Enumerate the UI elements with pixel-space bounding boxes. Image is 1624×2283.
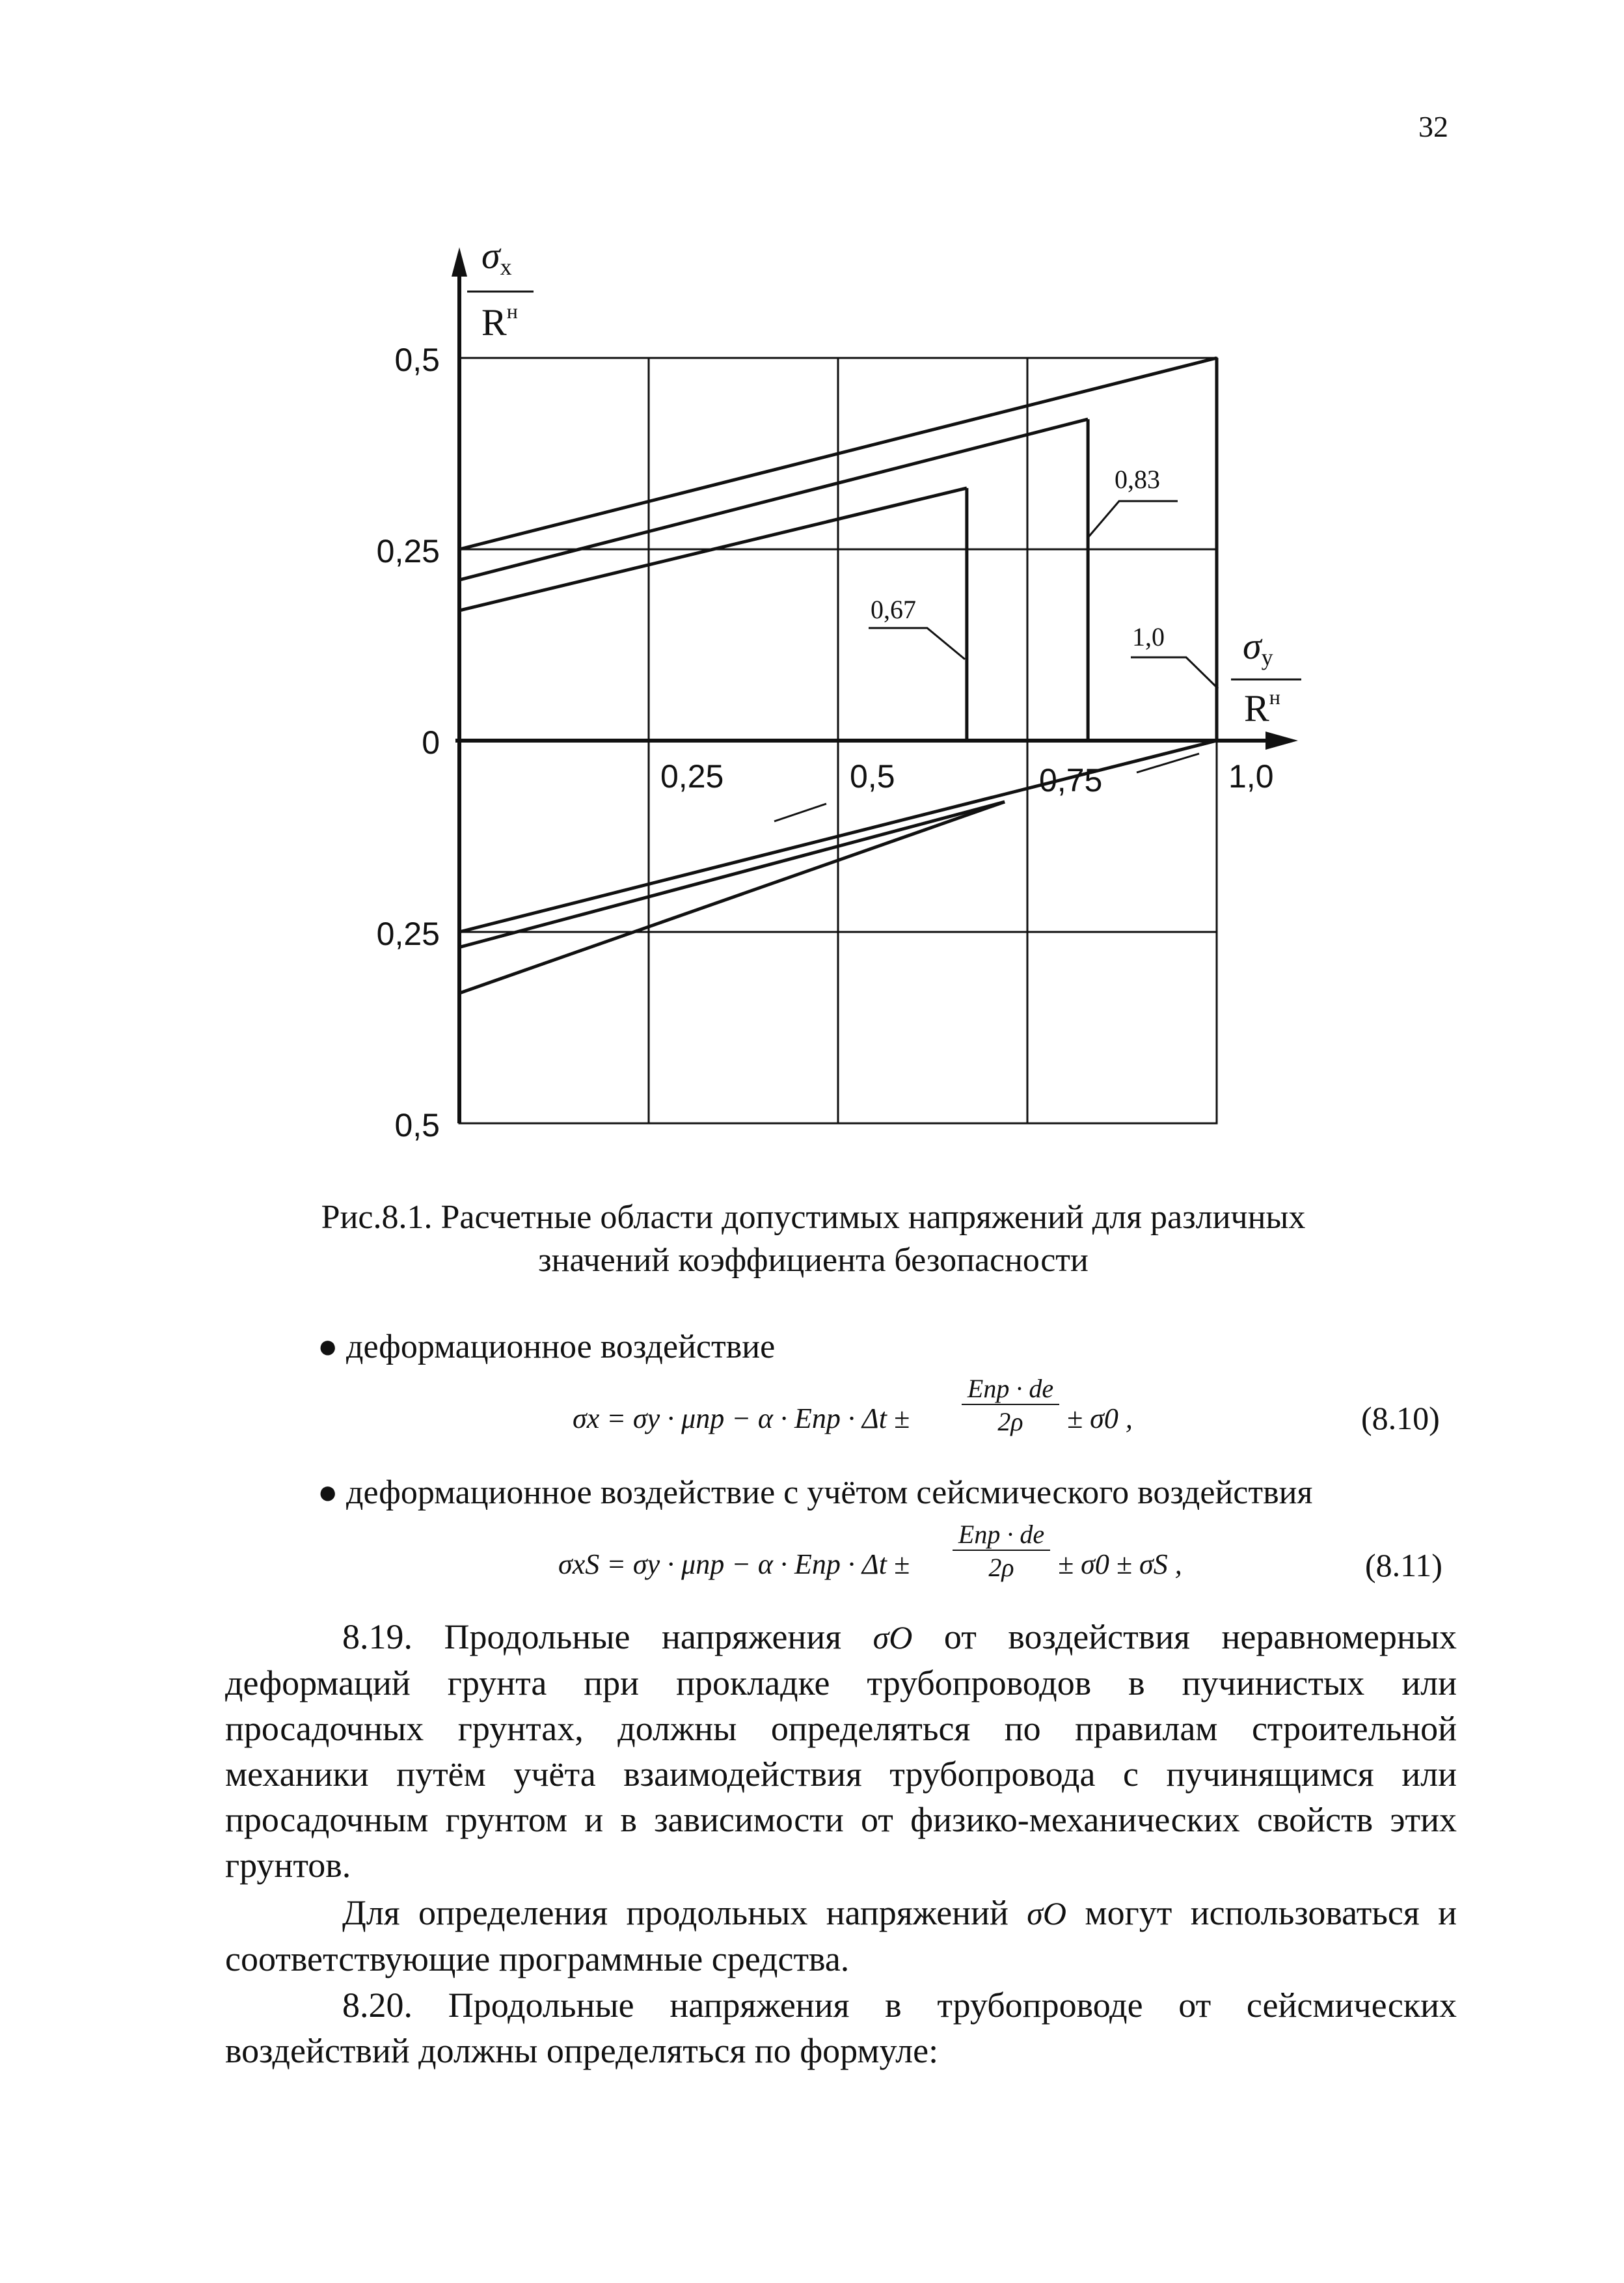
formula-rhs: ± σ0 ± σS ,	[1058, 1548, 1182, 1580]
page-number: 32	[1418, 110, 1448, 143]
y-label-symbol: σ	[481, 234, 500, 277]
y-label-sup: н	[506, 299, 518, 323]
x-label-sup: н	[1269, 685, 1280, 709]
paragraph-software: Для определения продольных напряжений σO могут использоваться и соответствующие программные средства.	[225, 1893, 1457, 1978]
fraction-numerator: Eпр · de	[962, 1373, 1059, 1405]
caption-line: значений коэффициента безопасности	[538, 1242, 1089, 1279]
y-tick-label: 0,5	[394, 342, 440, 378]
y-label-sub: x	[500, 254, 512, 280]
fraction-denominator: 2ρ	[997, 1407, 1023, 1436]
x-label-sub: y	[1261, 644, 1273, 670]
y-tick-labels	[377, 342, 440, 1143]
y-tick-label: 0,25	[376, 533, 440, 569]
svg-text:σy	[1243, 625, 1273, 670]
formula-fraction	[953, 1519, 1050, 1583]
y-axis-label	[467, 234, 534, 344]
y-tick-label: 0,5	[394, 1107, 440, 1143]
formula-lhs: σx = σy · μпр − α · Eпр · Δt ±	[573, 1402, 910, 1434]
fraction-denominator: 2ρ	[988, 1553, 1014, 1582]
y-tick-label: 0	[422, 724, 440, 761]
fraction-numerator: Eпр · de	[953, 1519, 1050, 1551]
formula-8-11	[0, 1519, 1624, 1623]
formula-lhs: σxS = σy · μпр − α · Eпр · Δt ±	[558, 1548, 910, 1580]
sigma-o-symbol: σO	[873, 1619, 913, 1656]
figure-caption	[195, 1196, 1431, 1282]
leader-067	[869, 628, 965, 659]
x-tick-label: 1,0	[1228, 758, 1274, 795]
curve-label-10: 1,0	[1132, 622, 1165, 651]
y-tick-label: 0,25	[376, 916, 440, 952]
curve-label-083: 0,83	[1115, 465, 1160, 494]
x-axis-label	[1231, 625, 1301, 730]
leader-10	[1131, 657, 1218, 689]
sigma-o-symbol: σO	[1027, 1895, 1067, 1932]
bullet-item: ● деформационное воздействие с учётом сейсмического воздействия	[318, 1474, 1313, 1511]
region-upper-1	[459, 419, 1088, 580]
x-label-denominator: R	[1244, 687, 1269, 730]
svg-text:Rн	[481, 299, 518, 344]
axes	[452, 247, 1298, 1123]
leader-05-tick	[774, 804, 826, 821]
region-lower-2	[459, 802, 1005, 993]
y-label-denominator: R	[481, 301, 507, 344]
bullet-dot-icon: ●	[318, 1474, 338, 1511]
curve-label-067: 0,67	[871, 595, 916, 624]
paragraph-8-20: 8.20. Продольные напряжения в трубопроводе от сейсмических воздействий должны определяться по формуле:	[225, 1986, 1457, 2070]
bullet-item: ● деформационное воздействие	[318, 1328, 776, 1365]
caption-line: Рис.8.1. Расчетные области допустимых напряжений для различных	[321, 1199, 1306, 1236]
formula-8-10	[0, 1373, 1624, 1477]
region-lower-1	[459, 802, 1005, 947]
equation-number: (8.10)	[1361, 1400, 1440, 1436]
x-label-symbol: σ	[1243, 625, 1262, 667]
svg-text:σx	[481, 234, 512, 280]
equation-number: (8.11)	[1365, 1547, 1442, 1583]
paragraph-8-19: 8.19. Продольные напряжения σO от воздействия неравномерных деформаций грунта при прокладке трубопроводов в пучинистых или просадочных грунтах, должны определяться по правилам строительной механики путём учёта взаимодействия трубопровода с пучинящимся или просадочным грунтом и в зависимости от физико-механических свойств этих грунтов.	[225, 1617, 1457, 1885]
formula-rhs: ± σ0 ,	[1067, 1402, 1133, 1434]
x-axis-arrow	[1265, 731, 1298, 750]
x-tick-labels	[660, 758, 1274, 799]
x-tick-label: 0,25	[660, 758, 724, 795]
leader-083	[1089, 501, 1178, 537]
formula-fraction	[962, 1373, 1059, 1437]
x-tick-label: 0,5	[850, 758, 895, 795]
leader-075-tick	[1137, 754, 1199, 772]
curve-labels	[871, 465, 1165, 651]
bullet-dot-icon: ●	[318, 1328, 338, 1365]
svg-text:Rн	[1244, 685, 1280, 730]
x-tick-label: 0,75	[1039, 762, 1103, 799]
y-axis-arrow	[452, 247, 467, 277]
